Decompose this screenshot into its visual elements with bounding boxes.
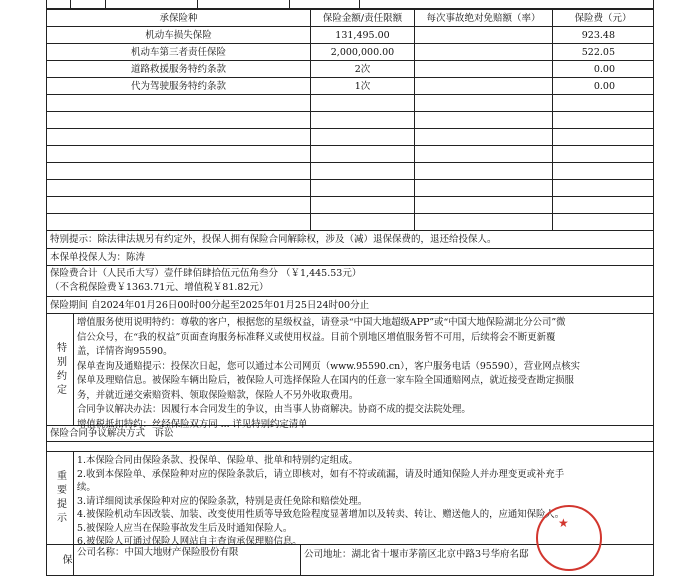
- coverage-amount: 2,000,000.00: [311, 44, 415, 61]
- coverage-name: 机动车第三者责任保险: [47, 44, 311, 61]
- empty-row: [47, 129, 654, 146]
- empty-row: [47, 197, 654, 214]
- special-terms-line: 保单及理赔信息。被保险车辆出险后，被保险人可选择保险人在国内的任意一家车险全国通赔网点，就近接受查勘定损服: [77, 375, 574, 386]
- coverage-name: 机动车损失保险: [47, 27, 311, 44]
- empty-row: [47, 180, 654, 197]
- company-name: 公司名称：中国大地财产保险股份有限: [74, 545, 301, 575]
- special-terms-line: 务，并就近递交索赔资料、领取保险赔款，保险人不另外收取费用。: [77, 389, 359, 401]
- empty-row: [47, 163, 654, 180]
- empty-row: [47, 214, 654, 231]
- important-line: 4.被保险机动车因改装、加装、改变使用性质等导致危险程度显著增加以及转卖、转让、赠送他人的，应通知保险人。: [77, 509, 565, 520]
- special-terms-content: [74, 314, 653, 430]
- coverage-name: 道路救援服务特约条款: [47, 61, 311, 78]
- important-line: 3.请详细阅读承保险种对应的保险条款，特别是责任免除和赔偿处理。: [77, 495, 368, 507]
- premium-total-block: [46, 266, 654, 297]
- coverage-deductible: [415, 27, 553, 44]
- special-terms-line: 保单查询及通赔提示：投保次日起，您可以通过本公司网页（www.95590.cn），客户服务电话（95590），营业网点核实: [77, 360, 580, 372]
- coverage-premium: 0.00: [553, 61, 654, 78]
- coverage-premium: 923.48: [553, 27, 654, 44]
- coverage-table: [46, 9, 654, 231]
- special-notice: 特别提示：除法律法规另有约定外，投保人拥有保险合同解除权，涉及（减）退保保费的，退还给投保人。: [46, 231, 654, 249]
- policy-document: [46, 0, 654, 568]
- table-row: [47, 61, 654, 78]
- special-terms-line: 盖，详情咨询95590。: [77, 346, 173, 357]
- important-line: 2.收到本保险单、承保险种对应的保险条款后，请立即核对，如有不符或疏漏，请及时通知保险人并办理变更或补充手: [77, 468, 565, 480]
- coverage-name: 代为驾驶服务特约条款: [47, 78, 311, 95]
- important-line: 1.本保险合同由保险条款、投保单、保险单、批单和特别约定组成。: [77, 455, 358, 466]
- header-premium: 保险费（元）: [553, 10, 654, 27]
- table-row: [47, 27, 654, 44]
- premium-tax: （不含税保险费￥1363.71元、增值税￥81.82元）: [50, 282, 269, 293]
- empty-row: [47, 95, 654, 112]
- seal-star-icon: ★: [558, 516, 569, 530]
- blank-row: [46, 442, 654, 452]
- coverage-amount: 2次: [311, 61, 415, 78]
- special-terms-line: 信公众号，在“我的权益”页面查询服务标准释义或使用权益。目前个别地区增值服务暂不可用，后续将会不断更新覆: [77, 331, 556, 343]
- header-coverage: 承保险种: [47, 10, 311, 27]
- premium-total: 保险费合计（人民币大写）壹仟肆佰肆拾伍元伍角叁分 （￥1,445.53元）: [50, 268, 362, 279]
- insured-representative: 本保单投保人为：陈涛: [46, 249, 654, 266]
- coverage-premium: 0.00: [553, 78, 654, 95]
- company-seal: [536, 505, 602, 571]
- special-terms-label: 特别约定: [47, 314, 74, 425]
- special-terms-line: 合同争议解决办法：因履行本合同发生的争议，由当事人协商解决。协商不成的提交法院处理。: [77, 404, 471, 415]
- company-address: 公司地址：湖北省十堰市茅箭区北京中路3号华府名邸: [304, 549, 529, 560]
- special-terms-line: 增值税抵扣特约：丝经保险双方同 ... 详见特别约定清单: [77, 418, 308, 430]
- coverage-premium: 522.05: [553, 44, 654, 61]
- coverage-deductible: [415, 44, 553, 61]
- coverage-deductible: [415, 78, 553, 95]
- important-line: 续。: [77, 482, 96, 493]
- table-row: [47, 44, 654, 61]
- dispute-resolution: 保险合同争议解决方式 诉讼: [46, 426, 654, 442]
- coverage-header-row: [47, 10, 654, 27]
- empty-row: [47, 112, 654, 129]
- coverage-amount: 1次: [311, 78, 415, 95]
- footer-label: 保: [47, 545, 74, 575]
- important-line: 6.被保险人可通过保险人网站自主查询承保理赔信息。: [77, 536, 302, 547]
- special-terms-line: 增值服务使用说明特约：尊敬的客户，根据您的星级权益，请登录“中国大地超级APP”或“中国大地保险湖北分公司”微: [77, 317, 566, 328]
- empty-row: [47, 146, 654, 163]
- coverage-amount: 131,495.00: [311, 27, 415, 44]
- table-row: [47, 78, 654, 95]
- special-terms-section: [46, 314, 654, 430]
- insurance-period: 保险期间 自2024年01月26日00时00分起至2025年01月25日24时00分止: [46, 297, 654, 314]
- header-amount: 保险金额/责任限额: [311, 10, 415, 27]
- important-line: 5.被保险人应当在保险事故发生后及时通知保险人。: [77, 522, 293, 534]
- top-partial-row: [46, 0, 654, 9]
- header-deductible: 每次事故绝对免赔额（率）: [415, 10, 553, 27]
- important-label: 重要提示: [47, 452, 74, 544]
- coverage-deductible: [415, 61, 553, 78]
